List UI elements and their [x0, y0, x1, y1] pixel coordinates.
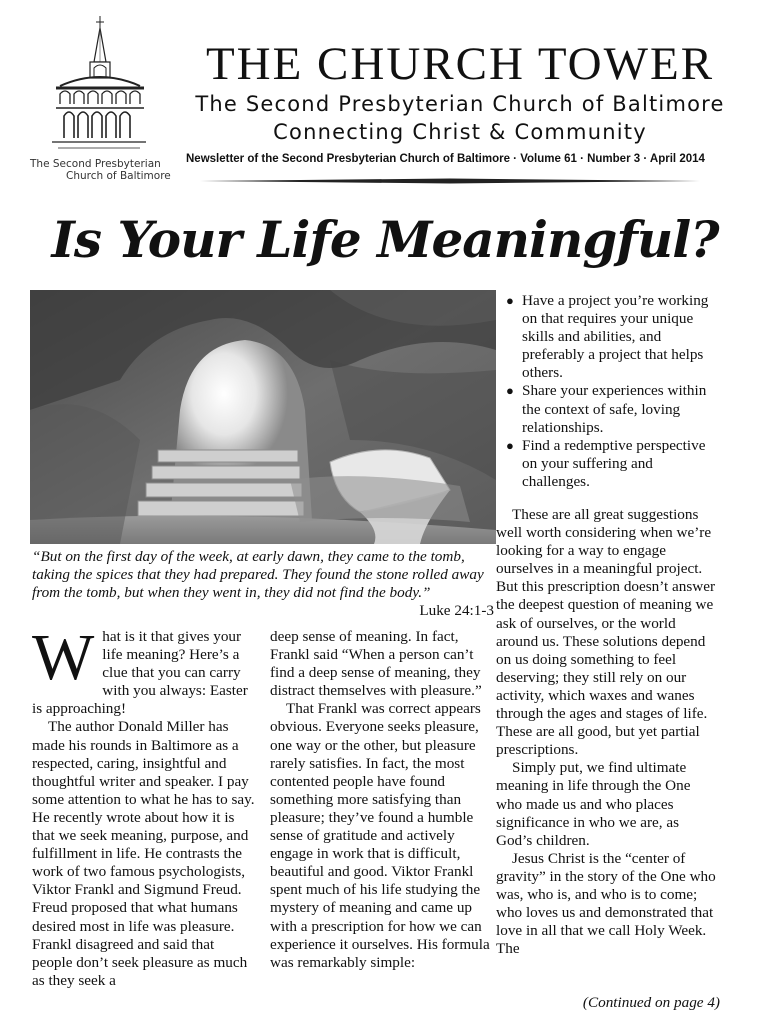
- article-column-3: [496, 506, 718, 958]
- bullet-text: Share your experiences within the context of safe, loving relationships.: [522, 382, 707, 436]
- bullet-icon: ●: [506, 437, 514, 453]
- masthead-rule: [200, 171, 700, 177]
- list-item: [500, 382, 720, 436]
- article-paragraph: deep sense of meaning. In fact, Frankl said “When a person can’t find a deep sense of meaning, they distract themselves with pleasure.”: [270, 628, 482, 700]
- bullet-icon: ●: [506, 293, 514, 308]
- bullet-text: Have a project you’re working on that requires your unique skills and abilities, and preferably a project that helps others.: [522, 292, 709, 382]
- article-paragraph: Jesus Christ is the “center of gravity” in the story of the One who was, who is, and who is to come; who loves us and demonstrated that love in all that we call Holy Week. The: [496, 849, 716, 958]
- photo-caption: “But on the first day of the week, at early dawn, they came to the tomb, taking the spices that they had prepared. They found the stone rolled away from the tomb, but when they went in, they did not find the body.”: [32, 548, 484, 601]
- drop-cap: W: [32, 621, 95, 694]
- newsletter-title: THE CHURCH TOWER: [205, 38, 715, 90]
- scripture-reference: Luke 24:1-3: [419, 602, 494, 619]
- list-item: [500, 292, 720, 382]
- bullet-icon: ●: [506, 383, 514, 399]
- article-column-2: [270, 628, 490, 972]
- frankl-prescription-list: [500, 292, 720, 491]
- article-paragraph: These are all great suggestions well worth considering when we’re looking for a way to engage ourselves in a meaningful project. But this prescription doesn’t answer the deepest question of meaning we ask of ourselves, or the world around us. These solutions depend on us doing something to feel deserving; they still rely on our activity, which waxes and wanes through the ages and stages of life. These are all good, but yet partial prescriptions.: [496, 506, 716, 759]
- article-headline: Is Your Life Meaningful?: [51, 210, 719, 269]
- issue-info: Newsletter of the Second Presbyterian Church of Baltimore · Volume 61 · Number 3 · April 2014: [186, 153, 705, 165]
- article-paragraph: The author Donald Miller has made his rounds in Baltimore as a respected, caring, insightful and thoughtful writer and speaker. I pay some attention to what he has to say. He recently wrote about how it is that we seek meaning, purpose, and fulfillment in life. He contrasts the work of two famous psychologists, Viktor Frankl and Sigmund Freud. Freud proposed that what humans desired most in life was pleasure. Frankl disagreed and said that people don’t seek pleasure as much as they seek a: [32, 718, 255, 989]
- article-column-1: [32, 621, 258, 990]
- logo-caption-line2: Church of Baltimore: [66, 170, 171, 182]
- empty-tomb-photo: [30, 290, 496, 544]
- continued-link[interactable]: (Continued on page 4): [582, 994, 720, 1011]
- list-item: [500, 437, 720, 491]
- article-paragraph: Simply put, we find ultimate meaning in life through the One who made us and who places significance in who we are, as God’s children.: [496, 759, 691, 849]
- logo-caption: [30, 158, 180, 182]
- bullet-text: Find a redemptive perspective on your suffering and challenges.: [522, 436, 706, 490]
- church-name: The Second Presbyterian Church of Baltimore: [195, 92, 725, 116]
- article-paragraph: What is it that gives your life meaning? Here’s a clue that you can carry with you always: Easter is approaching!: [32, 621, 248, 718]
- tagline: Connecting Christ & Community: [273, 120, 647, 144]
- article-paragraph: That Frankl was correct appears obvious. Everyone seeks pleasure, one way or the other, but pleasure rarely satisfies. In fact, the most contented people have found something more satisfying than pleasure; they’ve found a humble sense of gratitude and actively engage in work that is difficult, beautiful and good. Viktor Frankl spent much of his life studying the mystery of meaning and came up with a prescription for how we can experience it ourselves. His formula was remarkably simple:: [270, 700, 490, 971]
- logo-caption-line1: The Second Presbyterian: [30, 158, 161, 170]
